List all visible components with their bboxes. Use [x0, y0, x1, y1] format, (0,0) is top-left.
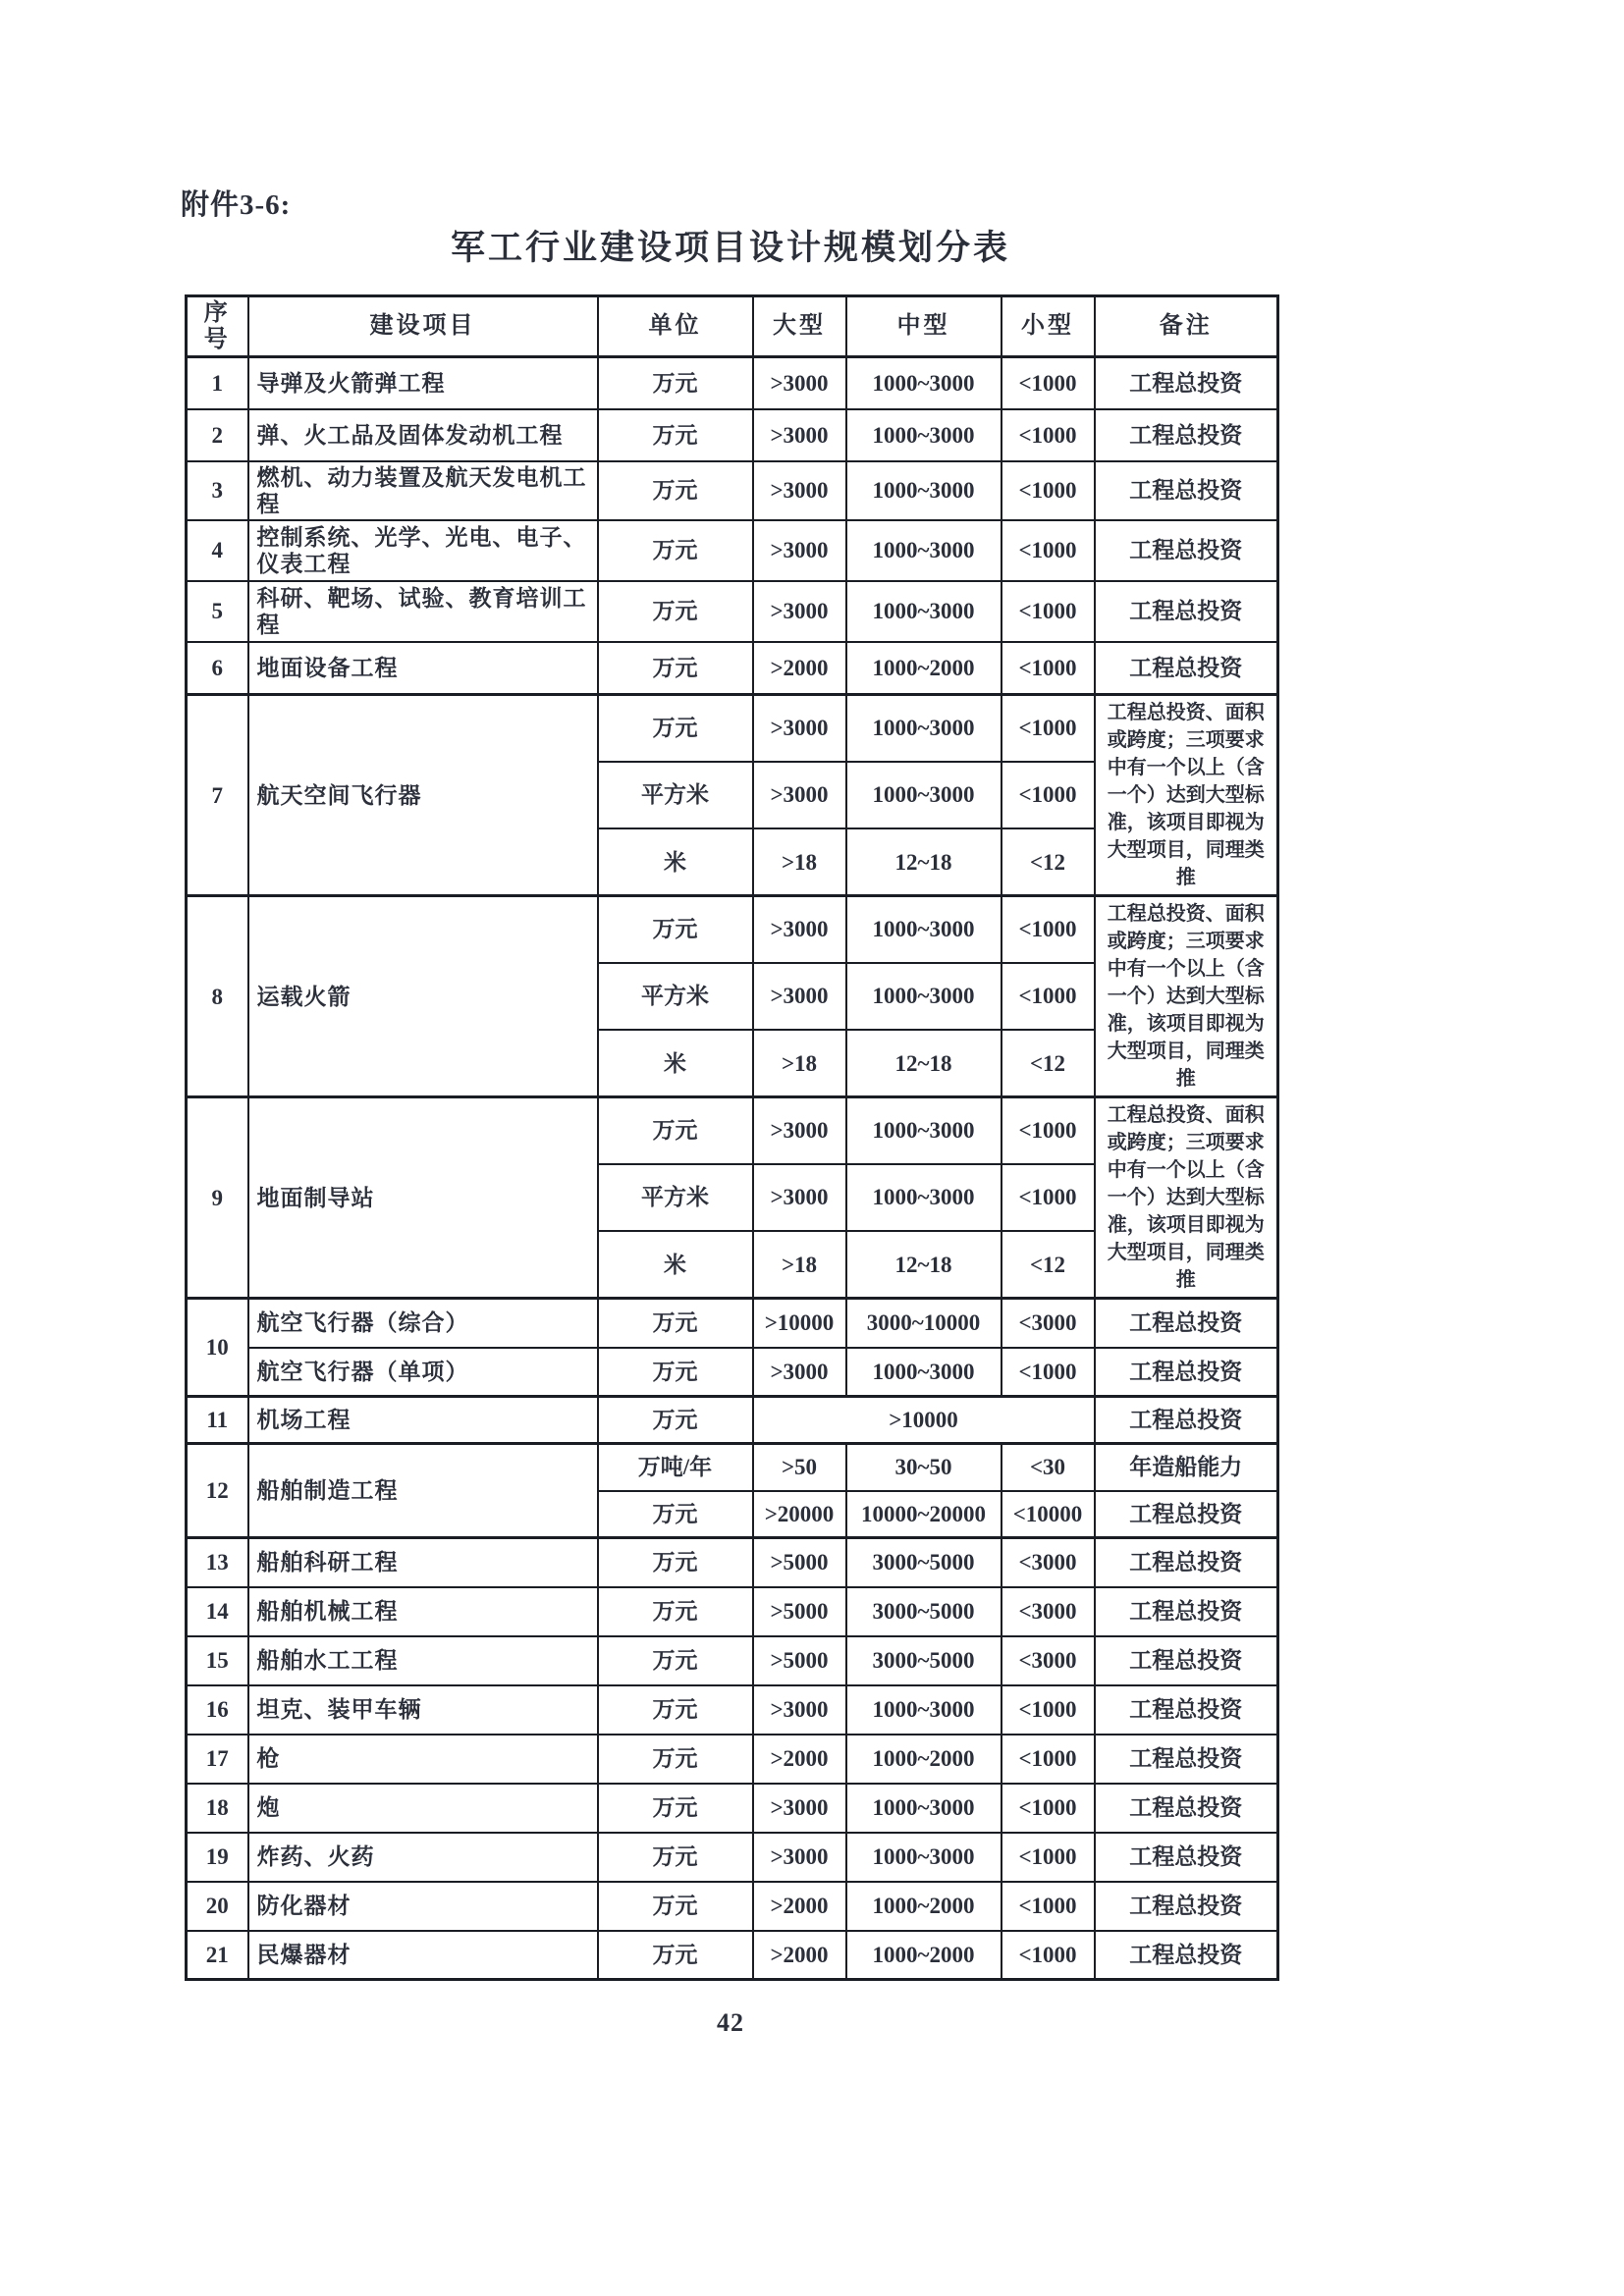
- document-title: 军工行业建设项目设计规模划分表: [450, 229, 1010, 267]
- table-row: [187, 1882, 1278, 1931]
- cell-unit: 万元: [598, 409, 753, 461]
- cell-small: <1000: [1001, 1833, 1095, 1882]
- cell-small: <1000: [1001, 762, 1095, 828]
- cell-project: 航天空间飞行器: [248, 695, 598, 896]
- header-unit: 单位: [598, 296, 753, 357]
- cell-large: >3000: [753, 409, 846, 461]
- cell-large: >3000: [753, 963, 846, 1030]
- table-row: [187, 581, 1278, 642]
- cell-medium: 1000~3000: [846, 409, 1001, 461]
- cell-medium: 1000~2000: [846, 1882, 1001, 1931]
- cell-project: 导弹及火箭弹工程: [248, 357, 598, 409]
- cell-project: 机场工程: [248, 1397, 598, 1444]
- cell-small: <3000: [1001, 1299, 1095, 1348]
- cell-large: >50: [753, 1444, 846, 1491]
- cell-large: >3000: [753, 1164, 846, 1231]
- cell-medium: 1000~3000: [846, 520, 1001, 581]
- cell-small: <10000: [1001, 1491, 1095, 1538]
- cell-remark: 工程总投资: [1095, 1299, 1278, 1348]
- cell-unit: 万元: [598, 1931, 753, 1980]
- table-row: [187, 409, 1278, 461]
- cell-medium: 1000~3000: [846, 762, 1001, 828]
- cell-medium: 1000~3000: [846, 963, 1001, 1030]
- cell-no: 2: [187, 409, 248, 461]
- cell-small: <1000: [1001, 581, 1095, 642]
- cell-large: >3000: [753, 762, 846, 828]
- cell-unit: 万元: [598, 461, 753, 520]
- header-no: 序号: [187, 296, 248, 357]
- cell-project: 坦克、装甲车辆: [248, 1685, 598, 1735]
- cell-large: >3000: [753, 357, 846, 409]
- cell-no: 7: [187, 695, 248, 896]
- cell-remark: 工程总投资: [1095, 642, 1278, 695]
- cell-unit: 平方米: [598, 1164, 753, 1231]
- table-header-row: [187, 296, 1278, 357]
- cell-project: 科研、靶场、试验、教育培训工程: [248, 581, 598, 642]
- cell-no: 13: [187, 1538, 248, 1587]
- cell-large: >3000: [753, 896, 846, 963]
- cell-project: 地面制导站: [248, 1097, 598, 1299]
- cell-no: 3: [187, 461, 248, 520]
- cell-large: >5000: [753, 1538, 846, 1587]
- cell-small: <12: [1001, 1231, 1095, 1298]
- cell-large: >3000: [753, 581, 846, 642]
- cell-small: <1000: [1001, 1348, 1095, 1397]
- cell-no: 10: [187, 1299, 248, 1397]
- table-row: [187, 1587, 1278, 1636]
- cell-small: <1000: [1001, 695, 1095, 762]
- table-row: [187, 520, 1278, 581]
- cell-large: >10000: [753, 1299, 846, 1348]
- cell-small: <1000: [1001, 896, 1095, 963]
- cell-unit: 万元: [598, 1784, 753, 1833]
- cell-medium: 12~18: [846, 828, 1001, 895]
- attachment-label: 附件3-6:: [181, 189, 292, 221]
- header-remark: 备注: [1095, 296, 1278, 357]
- cell-large: >20000: [753, 1491, 846, 1538]
- table-row: [187, 1397, 1278, 1444]
- cell-project: 防化器材: [248, 1882, 598, 1931]
- cell-small: <12: [1001, 828, 1095, 895]
- cell-remark: 工程总投资、面积或跨度；三项要求中有一个以上（含一个）达到大型标准，该项目即视为大型项目，同理类推: [1095, 695, 1278, 896]
- cell-unit: 万元: [598, 1685, 753, 1735]
- cell-no: 9: [187, 1097, 248, 1299]
- cell-small: <3000: [1001, 1636, 1095, 1685]
- cell-project: 弹、火工品及固体发动机工程: [248, 409, 598, 461]
- cell-medium: 12~18: [846, 1030, 1001, 1096]
- cell-large: >18: [753, 1231, 846, 1298]
- document-content: [185, 226, 1276, 2038]
- cell-merged-value: >10000: [753, 1397, 1095, 1444]
- scale-table: [185, 294, 1279, 1981]
- table-row-group: [187, 1097, 1278, 1164]
- cell-unit: 万吨/年: [598, 1444, 753, 1491]
- cell-no: 4: [187, 520, 248, 581]
- cell-no: 18: [187, 1784, 248, 1833]
- cell-medium: 30~50: [846, 1444, 1001, 1491]
- cell-unit: 万元: [598, 1636, 753, 1685]
- cell-large: >18: [753, 828, 846, 895]
- cell-unit: 万元: [598, 1097, 753, 1164]
- cell-small: <1000: [1001, 1735, 1095, 1784]
- cell-project: 航空飞行器（综合）: [248, 1299, 598, 1348]
- cell-unit: 平方米: [598, 762, 753, 828]
- cell-unit: 万元: [598, 1491, 753, 1538]
- cell-large: >5000: [753, 1587, 846, 1636]
- table-row-group: [187, 695, 1278, 762]
- header-small: 小型: [1001, 296, 1095, 357]
- cell-project: 枪: [248, 1735, 598, 1784]
- cell-unit: 万元: [598, 1348, 753, 1397]
- cell-remark: 工程总投资、面积或跨度；三项要求中有一个以上（含一个）达到大型标准，该项目即视为大型项目，同理类推: [1095, 1097, 1278, 1299]
- cell-small: <3000: [1001, 1587, 1095, 1636]
- cell-remark: 工程总投资: [1095, 357, 1278, 409]
- cell-medium: 1000~3000: [846, 1097, 1001, 1164]
- cell-remark: 工程总投资: [1095, 1636, 1278, 1685]
- cell-medium: 3000~5000: [846, 1587, 1001, 1636]
- cell-large: >3000: [753, 1685, 846, 1735]
- cell-large: >3000: [753, 1833, 846, 1882]
- cell-small: <1000: [1001, 1685, 1095, 1735]
- cell-small: <12: [1001, 1030, 1095, 1096]
- cell-remark: 年造船能力: [1095, 1444, 1278, 1491]
- cell-large: >3000: [753, 695, 846, 762]
- cell-medium: 1000~2000: [846, 1931, 1001, 1980]
- cell-medium: 3000~5000: [846, 1538, 1001, 1587]
- table-row: [187, 1735, 1278, 1784]
- cell-unit: 万元: [598, 581, 753, 642]
- cell-medium: 3000~10000: [846, 1299, 1001, 1348]
- cell-large: >3000: [753, 461, 846, 520]
- cell-project: 燃机、动力装置及航天发电机工程: [248, 461, 598, 520]
- cell-no: 20: [187, 1882, 248, 1931]
- cell-unit: 万元: [598, 1299, 753, 1348]
- cell-remark: 工程总投资: [1095, 409, 1278, 461]
- cell-large: >2000: [753, 1882, 846, 1931]
- cell-remark: 工程总投资: [1095, 461, 1278, 520]
- cell-project: 民爆器材: [248, 1931, 598, 1980]
- cell-remark: 工程总投资: [1095, 1685, 1278, 1735]
- cell-remark: 工程总投资: [1095, 1348, 1278, 1397]
- cell-unit: 万元: [598, 642, 753, 695]
- cell-medium: 1000~3000: [846, 1164, 1001, 1231]
- cell-remark: 工程总投资: [1095, 1491, 1278, 1538]
- cell-small: <1000: [1001, 357, 1095, 409]
- cell-small: <1000: [1001, 963, 1095, 1030]
- cell-large: >3000: [753, 1097, 846, 1164]
- cell-unit: 万元: [598, 1833, 753, 1882]
- cell-remark: 工程总投资: [1095, 520, 1278, 581]
- cell-small: <1000: [1001, 1882, 1095, 1931]
- cell-unit: 万元: [598, 695, 753, 762]
- cell-remark: 工程总投资: [1095, 1882, 1278, 1931]
- table-row: [187, 642, 1278, 695]
- cell-unit: 万元: [598, 1587, 753, 1636]
- cell-remark: 工程总投资: [1095, 1538, 1278, 1587]
- table-row: [187, 461, 1278, 520]
- table-row: [187, 1931, 1278, 1980]
- cell-no: 14: [187, 1587, 248, 1636]
- cell-small: <30: [1001, 1444, 1095, 1491]
- cell-no: 17: [187, 1735, 248, 1784]
- cell-small: <1000: [1001, 1097, 1095, 1164]
- cell-small: <1000: [1001, 1931, 1095, 1980]
- cell-medium: 1000~3000: [846, 896, 1001, 963]
- cell-medium: 3000~5000: [846, 1636, 1001, 1685]
- cell-no: 1: [187, 357, 248, 409]
- cell-unit: 米: [598, 828, 753, 895]
- cell-project: 船舶制造工程: [248, 1444, 598, 1538]
- cell-small: <1000: [1001, 1784, 1095, 1833]
- cell-unit: 万元: [598, 896, 753, 963]
- cell-unit: 米: [598, 1231, 753, 1298]
- cell-small: <1000: [1001, 409, 1095, 461]
- cell-remark: 工程总投资: [1095, 1587, 1278, 1636]
- cell-project: 控制系统、光学、光电、电子、仪表工程: [248, 520, 598, 581]
- cell-medium: 1000~3000: [846, 1348, 1001, 1397]
- cell-large: >3000: [753, 1784, 846, 1833]
- cell-unit: 万元: [598, 1397, 753, 1444]
- cell-large: >5000: [753, 1636, 846, 1685]
- table-subrow: [187, 1348, 1278, 1397]
- table-row: [187, 1538, 1278, 1587]
- cell-medium: 1000~3000: [846, 461, 1001, 520]
- cell-project: 运载火箭: [248, 896, 598, 1097]
- cell-small: <1000: [1001, 461, 1095, 520]
- table-row: [187, 357, 1278, 409]
- cell-no: 19: [187, 1833, 248, 1882]
- cell-medium: 1000~3000: [846, 1685, 1001, 1735]
- cell-medium: 12~18: [846, 1231, 1001, 1298]
- cell-remark: 工程总投资: [1095, 1931, 1278, 1980]
- cell-no: 8: [187, 896, 248, 1097]
- header-project: 建设项目: [248, 296, 598, 357]
- table-row-group: [187, 896, 1278, 963]
- cell-no: 12: [187, 1444, 248, 1538]
- cell-no: 5: [187, 581, 248, 642]
- cell-small: <1000: [1001, 642, 1095, 695]
- cell-medium: 10000~20000: [846, 1491, 1001, 1538]
- cell-unit: 万元: [598, 520, 753, 581]
- cell-project: 船舶水工工程: [248, 1636, 598, 1685]
- table-row: [187, 1784, 1278, 1833]
- cell-unit: 平方米: [598, 963, 753, 1030]
- cell-large: >18: [753, 1030, 846, 1096]
- cell-remark: 工程总投资: [1095, 1784, 1278, 1833]
- cell-large: >3000: [753, 520, 846, 581]
- table-row: [187, 1685, 1278, 1735]
- cell-project: 炮: [248, 1784, 598, 1833]
- cell-no: 16: [187, 1685, 248, 1735]
- cell-project: 航空飞行器（单项）: [248, 1348, 598, 1397]
- cell-small: <1000: [1001, 1164, 1095, 1231]
- cell-project: 船舶机械工程: [248, 1587, 598, 1636]
- cell-project: 地面设备工程: [248, 642, 598, 695]
- cell-no: 11: [187, 1397, 248, 1444]
- cell-small: <3000: [1001, 1538, 1095, 1587]
- cell-large: >2000: [753, 642, 846, 695]
- cell-unit: 万元: [598, 1882, 753, 1931]
- cell-small: <1000: [1001, 520, 1095, 581]
- page-number: 42: [717, 2008, 744, 2037]
- cell-remark: 工程总投资、面积或跨度；三项要求中有一个以上（含一个）达到大型标准，该项目即视为大型项目，同理类推: [1095, 896, 1278, 1097]
- table-row-group: [187, 1299, 1278, 1348]
- cell-large: >3000: [753, 1348, 846, 1397]
- cell-unit: 万元: [598, 357, 753, 409]
- cell-project: 炸药、火药: [248, 1833, 598, 1882]
- table-row: [187, 1833, 1278, 1882]
- cell-large: >2000: [753, 1931, 846, 1980]
- cell-medium: 1000~2000: [846, 642, 1001, 695]
- cell-medium: 1000~3000: [846, 1784, 1001, 1833]
- cell-medium: 1000~2000: [846, 1735, 1001, 1784]
- cell-no: 21: [187, 1931, 248, 1980]
- cell-remark: 工程总投资: [1095, 1833, 1278, 1882]
- cell-unit: 米: [598, 1030, 753, 1096]
- cell-remark: 工程总投资: [1095, 1735, 1278, 1784]
- cell-no: 6: [187, 642, 248, 695]
- cell-medium: 1000~3000: [846, 581, 1001, 642]
- cell-unit: 万元: [598, 1538, 753, 1587]
- cell-remark: 工程总投资: [1095, 1397, 1278, 1444]
- cell-no: 15: [187, 1636, 248, 1685]
- header-medium: 中型: [846, 296, 1001, 357]
- cell-medium: 1000~3000: [846, 695, 1001, 762]
- cell-medium: 1000~3000: [846, 1833, 1001, 1882]
- cell-project: 船舶科研工程: [248, 1538, 598, 1587]
- cell-large: >2000: [753, 1735, 846, 1784]
- table-row-group: [187, 1444, 1278, 1491]
- cell-medium: 1000~3000: [846, 357, 1001, 409]
- table-row: [187, 1636, 1278, 1685]
- cell-unit: 万元: [598, 1735, 753, 1784]
- cell-remark: 工程总投资: [1095, 581, 1278, 642]
- header-large: 大型: [753, 296, 846, 357]
